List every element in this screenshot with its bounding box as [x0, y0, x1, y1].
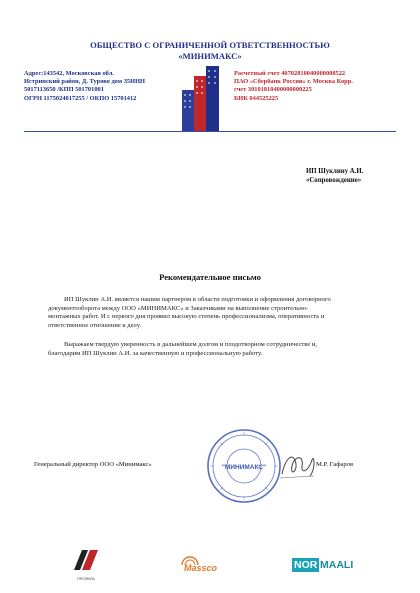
bik-line: БИК 044525225 [234, 94, 279, 102]
paragraph-line: Выражаем твердую уверенность в дальнейшем долгом и плодотворном сотрудничестве и, [64, 341, 318, 348]
paragraph-line: документооборота между ООО «МИНИМАКС» и Заказчиками на выполнение строительно- [48, 304, 309, 312]
company-name-line2: «МИНИМАКС» [178, 51, 242, 61]
letter-paragraph-2 [48, 341, 398, 358]
paragraph-line: монтажных работ. И с первого дня проявил высокую степень профессионализма, оперативность и [48, 313, 325, 321]
ogrn-okpo-line: ОГРН 1175024017255 / ОКПО 15701412 [24, 94, 137, 102]
address-line: Адрес:143542, Московская обл. [24, 70, 114, 77]
bank-account-line: Расчетный счет 40702810040000008522 [234, 70, 346, 77]
massco-logo-text: Massco [184, 563, 218, 573]
company-address-block [24, 70, 194, 103]
paragraph-line: благодарим ИП Шуклин А.И. за качественную и профессиональную работу. [48, 349, 263, 357]
paragraph-line: ИП Шуклин А.И. является нашим партнером в области подготовки и оформления договорного [64, 296, 331, 303]
letter-title: Рекомендательное письмо [159, 272, 261, 282]
inn-kpp-line: 5017113650 /КПП 501701001 [24, 86, 104, 94]
profil-logo-mark-icon [72, 548, 100, 572]
massco-logo [180, 556, 236, 574]
company-name-line1: ОБЩЕСТВО С ОГРАНИЧЕННОЙ ОТВЕТСТВЕННОСТЬЮ [90, 40, 330, 50]
header-divider [24, 131, 396, 132]
normaali-logo [292, 558, 378, 572]
corr-account-line: счет 30101810400000000225 [234, 86, 312, 94]
letter-paragraph-1 [48, 296, 398, 330]
company-buildings-logo [178, 62, 226, 132]
company-stamp [204, 426, 284, 506]
normaali-logo-part-a: NOR [294, 559, 318, 571]
bank-name-line: ПАО «Сбербанк России» г. Москва Корр. [234, 78, 353, 86]
recipient-name: ИП Шуклину А.И. [306, 168, 364, 175]
stamp-center-text: "МИНИМАКС" [221, 464, 267, 471]
signatory-name: М.Р. Гафаров [316, 461, 354, 468]
recipient-block [306, 167, 363, 185]
signatory-position: Генеральный директор ООО «Минимакс» [34, 461, 152, 468]
handwritten-signature [276, 446, 320, 482]
profil-logo [72, 548, 100, 581]
address-line: Истринский район, Д. Турово дом 35ИНН [24, 78, 146, 86]
bank-details-block [234, 70, 404, 103]
profil-logo-text: ПРОФИЛЬ [77, 577, 95, 581]
recipient-org: «Сопровождение» [306, 177, 362, 184]
paragraph-line: ответственное отношение к делу. [48, 321, 142, 329]
normaali-logo-part-b: MAALI [320, 559, 354, 571]
